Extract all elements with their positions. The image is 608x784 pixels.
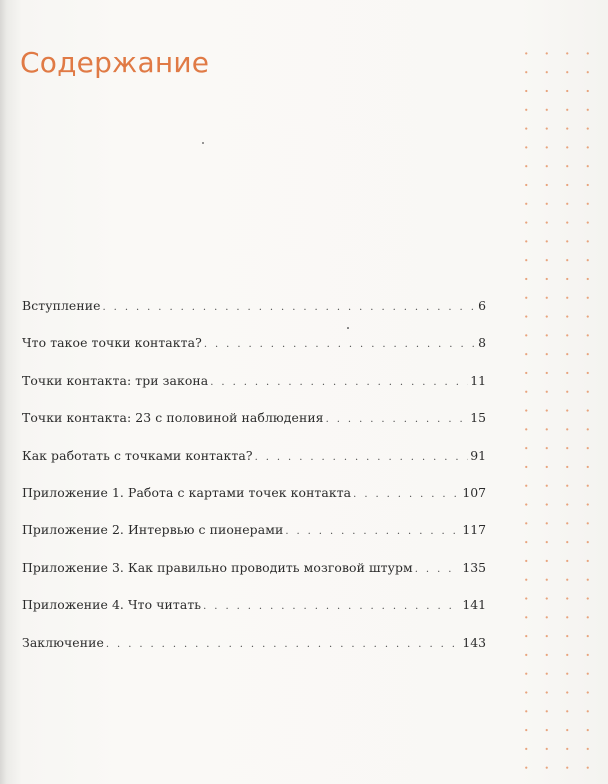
- paper-speck: [202, 142, 204, 144]
- toc-entry-title: Приложение 2. Интервью с пионерами: [22, 522, 284, 538]
- toc-entry: [22, 635, 486, 672]
- page-title: Содержание: [20, 46, 210, 79]
- toc-dot-leader: [106, 639, 460, 650]
- toc-dot-leader: [415, 564, 461, 575]
- toc-dot-leader: [204, 339, 476, 350]
- toc-entry-page-number: 141: [462, 597, 486, 613]
- toc-entry-page-number: 117: [462, 522, 486, 538]
- toc-entry-page-number: 107: [462, 484, 486, 500]
- toc-dot-leader: [255, 452, 469, 463]
- toc-entry-page-number: 135: [462, 559, 486, 575]
- toc-entry-title: Точки контакта: 23 с половиной наблюдения: [22, 410, 324, 426]
- toc-dot-leader: [353, 489, 460, 500]
- decorative-dot-grid: [516, 44, 606, 784]
- toc-entry: [22, 410, 486, 447]
- toc-entry-title: Приложение 3. Как правильно проводить мозговой штурм: [22, 559, 413, 575]
- toc-entry-page-number: 8: [478, 335, 486, 351]
- toc-entry-title: Вступление: [22, 298, 101, 313]
- toc-entry: [22, 522, 486, 559]
- toc-dot-leader: [326, 414, 469, 425]
- toc-dot-leader: [285, 526, 460, 537]
- toc-entry: [22, 485, 486, 522]
- toc-entry-page-number: 143: [462, 634, 486, 650]
- toc-entry-title: Заключение: [22, 634, 104, 650]
- toc-entry: [22, 335, 486, 372]
- table-of-contents: [22, 298, 486, 672]
- toc-entry-title: Приложение 4. Что читать: [22, 597, 202, 613]
- toc-entry-title: Приложение 1. Работа с картами точек контакта: [22, 484, 352, 500]
- toc-dot-leader: [203, 601, 460, 612]
- toc-entry-page-number: 6: [478, 298, 486, 313]
- toc-entry-title: Точки контакта: три закона: [22, 372, 209, 388]
- toc-dot-leader: [210, 377, 468, 388]
- toc-entry-title: Что такое точки контакта?: [22, 335, 202, 351]
- toc-entry-page-number: 91: [470, 447, 486, 463]
- toc-entry: [22, 373, 486, 410]
- toc-entry-page-number: 11: [470, 372, 486, 388]
- toc-entry: [22, 597, 486, 634]
- toc-entry: [22, 560, 486, 597]
- toc-entry-page-number: 15: [470, 410, 486, 426]
- toc-entry-title: Как работать с точками контакта?: [22, 447, 253, 463]
- toc-entry: [22, 448, 486, 485]
- toc-entry: [22, 298, 486, 335]
- toc-dot-leader: [103, 302, 477, 313]
